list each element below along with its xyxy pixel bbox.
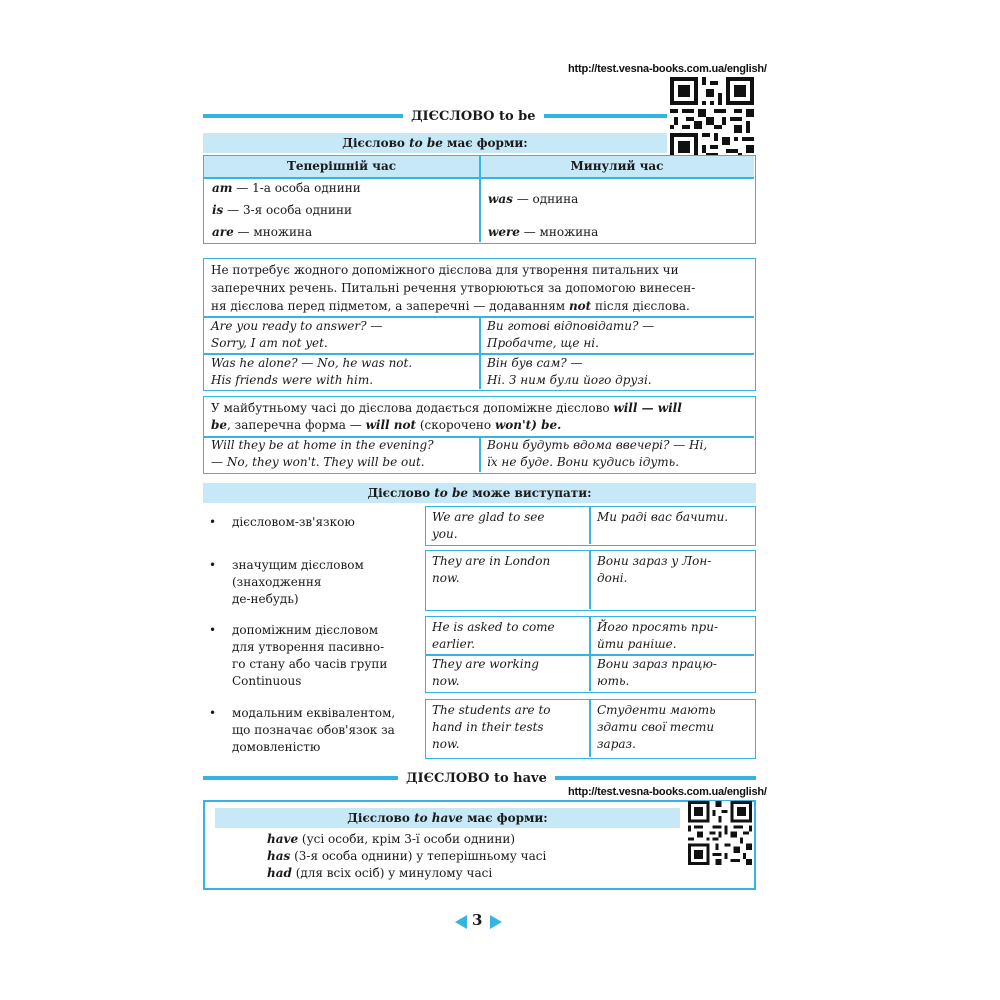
role-example-en: They are working now. xyxy=(432,657,539,688)
form-had: had (для всіх осіб) у минулому часі xyxy=(267,866,493,880)
to-have-box xyxy=(203,800,756,890)
page-number: 3 xyxy=(472,911,483,929)
col-present-header: Теперішній час xyxy=(286,159,397,173)
role-example-3 xyxy=(425,616,756,693)
to-have-forms-header xyxy=(215,808,680,828)
form-have: have (усі особи, крім 3-ї особи однини) xyxy=(267,832,516,846)
role-bullet: • xyxy=(209,623,217,637)
future-line-2: be, заперечна форма — will not (скорочено won't) be. xyxy=(211,418,562,432)
header-em: to be xyxy=(409,136,443,150)
role-bullet: • xyxy=(209,515,217,529)
role-example-en: They are in London now. xyxy=(432,554,551,585)
role-example-ua: Ми раді вас бачити. xyxy=(597,510,729,524)
questions-rule-box xyxy=(203,258,756,391)
header-text: Дієслово xyxy=(367,486,435,500)
present-am: am — 1-а особа однини xyxy=(212,181,361,195)
future-example-ua: Вони будуть вдома ввечері? — Ні, їх не буде. Вони кудись ідуть. xyxy=(487,438,708,469)
section-title-to-be xyxy=(203,106,667,126)
divider xyxy=(479,156,481,242)
divider xyxy=(589,551,591,609)
present-is: is — 3-я особа однини xyxy=(212,203,352,217)
qr-code-icon xyxy=(670,77,754,161)
example-ua-2: Він був сам? — Ні. З ним були його друзі. xyxy=(487,356,652,387)
role-bullet: • xyxy=(209,558,217,572)
title-rule-left xyxy=(203,114,403,118)
qr-code-icon xyxy=(688,801,752,865)
present-are: are — множина xyxy=(212,225,313,239)
role-label-2: значущим дієсловом (знаходження де-небудь) xyxy=(232,558,364,606)
forms-table xyxy=(203,155,756,244)
future-line-1: У майбутньому часі до дієслова додається допоміжне дієслово will — will xyxy=(211,401,682,415)
future-example-en: Will they be at home in the evening? — No, they won't. They will be out. xyxy=(211,438,434,469)
role-label-1: дієсловом-зв'язкою xyxy=(232,515,355,529)
rule-line-1: Не потребує жодного допоміжного дієслова для утворення питальних чи xyxy=(211,263,679,277)
role-example-en: He is asked to come earlier. xyxy=(432,620,555,651)
role-example-en: The students are to hand in their tests now. xyxy=(432,703,551,751)
section-title-text: ДІЄСЛОВО to have xyxy=(406,770,547,786)
role-example-ua: Вони зараз працю- ють. xyxy=(597,657,717,688)
header-text: має форми: xyxy=(462,811,548,825)
role-example-ua: Студенти мають здати свої тести зараз. xyxy=(597,703,716,751)
role-label-4: модальним еквівалентом, що позначає обов'язок за домовленістю xyxy=(232,706,396,754)
example-en-1: Are you ready to answer? — Sorry, I am not yet. xyxy=(211,319,383,350)
example-en-2: Was he alone? — No, he was not. His friends were with him. xyxy=(211,356,413,387)
title-rule-right xyxy=(544,114,667,118)
roles-header xyxy=(203,483,756,503)
top-url[interactable]: http://test.vesna-books.com.ua/english/ xyxy=(568,63,767,75)
header-text: має форми: xyxy=(442,136,528,150)
role-example-ua: Вони зараз у Лон- доні. xyxy=(597,554,712,585)
header-text: може виступати: xyxy=(468,486,592,500)
role-example-1 xyxy=(425,506,756,546)
forms-header xyxy=(203,133,667,153)
section-title-text: ДІЄСЛОВО to be xyxy=(411,108,536,124)
role-bullet: • xyxy=(209,706,217,720)
divider xyxy=(589,507,591,544)
past-was: was — однина xyxy=(488,192,579,206)
divider xyxy=(589,700,591,757)
header-text: Дієслово xyxy=(347,811,415,825)
form-has: has (3-я особа однини) у теперішньому часі xyxy=(267,849,547,863)
role-example-4 xyxy=(425,699,756,759)
role-example-ua: Його просять при- йти раніше. xyxy=(597,620,719,651)
rule-line-2: заперечних речень. Питальні речення утворюються за допомогою винесен- xyxy=(211,281,696,295)
title-rule-right xyxy=(555,776,756,780)
arrow-right-icon[interactable] xyxy=(490,915,502,929)
title-rule-left xyxy=(203,776,398,780)
section-title-to-have xyxy=(203,768,756,788)
col-past-header: Минулий час xyxy=(570,159,664,173)
arrow-left-icon[interactable] xyxy=(455,915,467,929)
future-rule-box xyxy=(203,396,756,474)
role-label-3: допоміжним дієсловом для утворення пасивно- го стану або часів групи Continuous xyxy=(232,623,388,688)
header-text: Дієслово xyxy=(342,136,410,150)
rule-line-3: ня дієслова перед підметом, а заперечні — додаванням not після дієслова. xyxy=(211,299,690,313)
divider xyxy=(479,436,481,472)
past-were: were — множина xyxy=(488,225,599,239)
role-example-en: We are glad to see you. xyxy=(432,510,545,541)
example-ua-1: Ви готові відповідати? — Пробачте, ще ні. xyxy=(487,319,655,350)
role-example-2 xyxy=(425,550,756,611)
header-em: to have xyxy=(414,811,463,825)
header-em: to be xyxy=(434,486,469,500)
bottom-url[interactable]: http://test.vesna-books.com.ua/english/ xyxy=(568,786,767,798)
